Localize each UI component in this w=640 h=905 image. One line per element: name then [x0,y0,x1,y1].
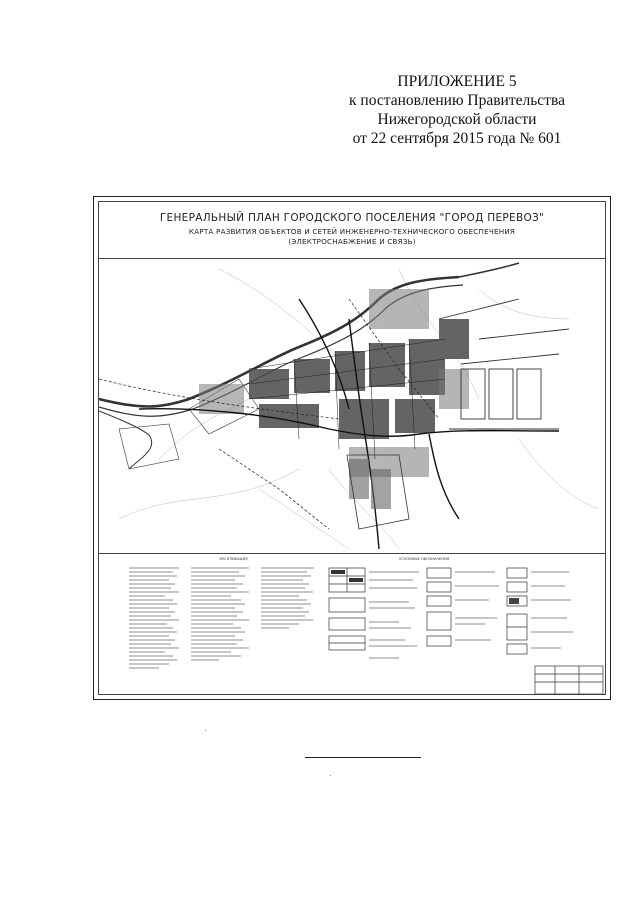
map-subtitle: КАРТА РАЗВИТИЯ ОБЪЕКТОВ И СЕТЕЙ ИНЖЕНЕРНО-ТЕХНИЧЕСКОГО ОБЕСПЕЧЕНИЯ [188,227,516,236]
resolution-date: от 22 сентября 2015 года № 601 [352,130,562,147]
city-plan-map [99,259,607,553]
appendix-number: ПРИЛОЖЕНИЕ 5 [397,73,517,90]
explication-heading: ЭКСПЛИКАЦИЯ [219,557,248,561]
map-subtitle-2: (ЭЛЕКТРОСНАБЖЕНИЕ И СВЯЗЬ) [288,237,416,246]
legend-area [99,562,607,697]
map-frame [98,201,606,695]
scan-speck [330,775,331,776]
scan-speck [205,730,206,731]
map-title: ГЕНЕРАЛЬНЫЙ ПЛАН ГОРОДСКОГО ПОСЕЛЕНИЯ "ГОРОД ПЕРЕВОЗ" [159,212,545,224]
map-sheet [93,196,611,700]
legend-heading: УСЛОВНЫЕ ОБОЗНАЧЕНИЯ [399,557,450,561]
document-header [332,72,582,148]
resolution-ref: к постановлению Правительства [349,92,565,109]
signature-line [305,757,421,758]
legend-divider [99,553,605,554]
map-title-block [99,212,605,246]
region-name: Нижегородской области [377,111,537,128]
